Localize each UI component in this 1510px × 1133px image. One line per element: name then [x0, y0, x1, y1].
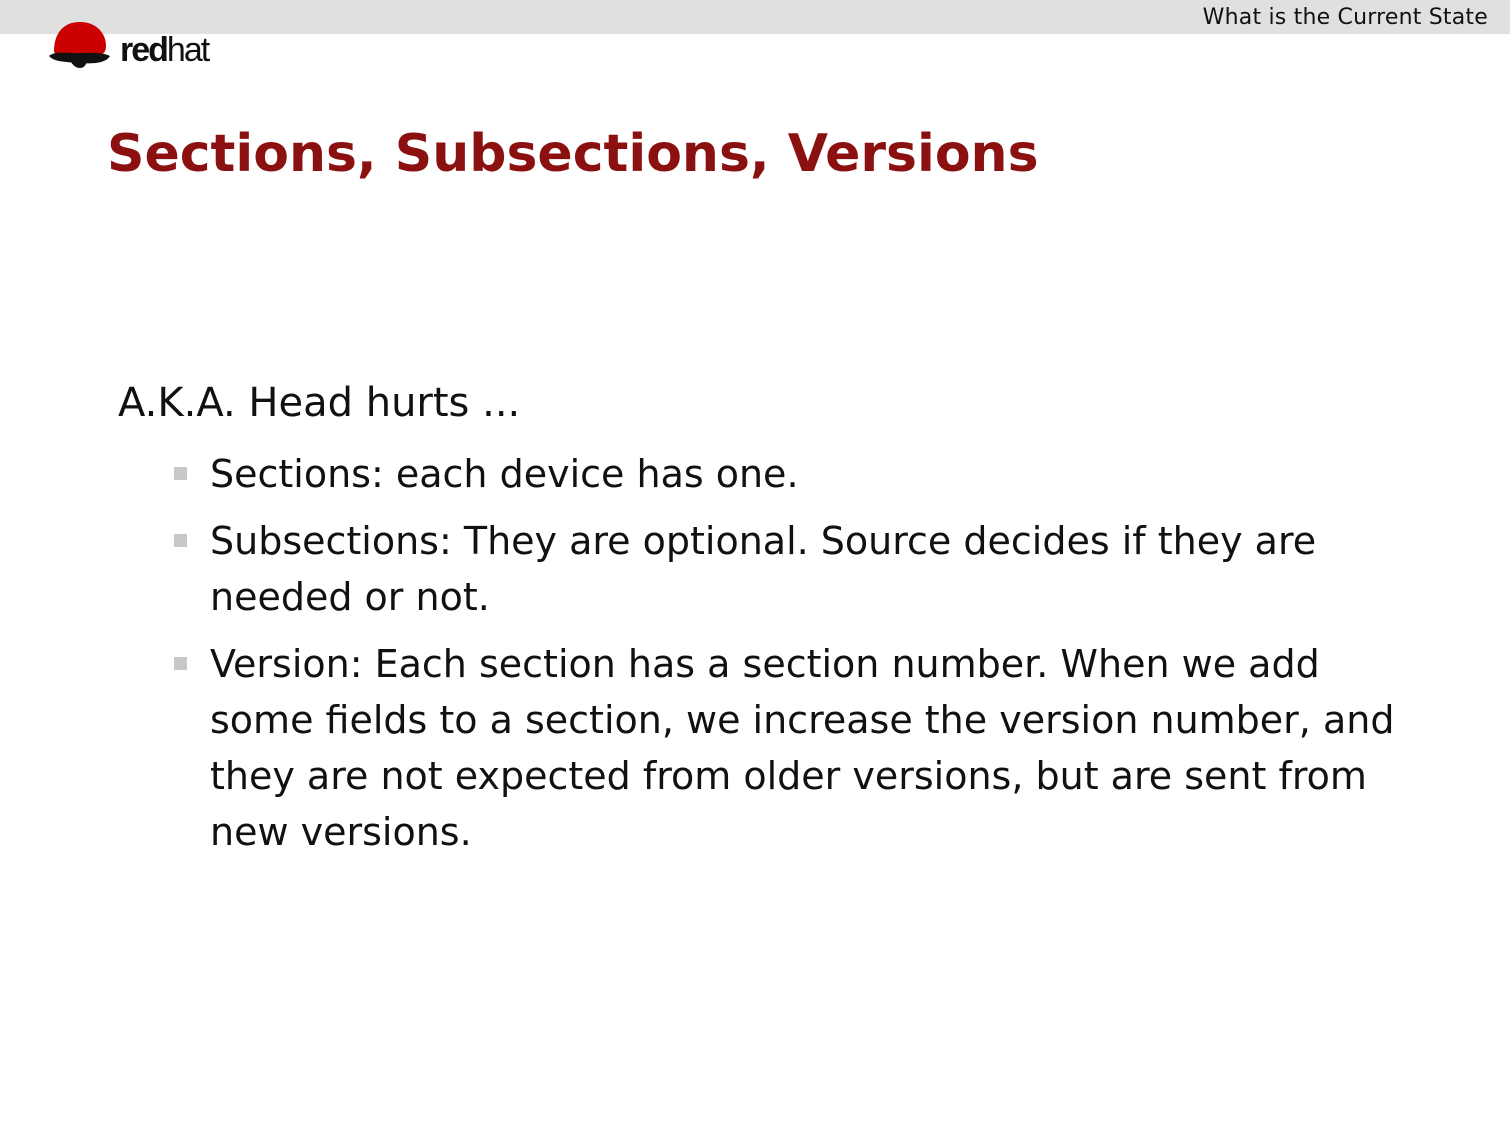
bullet-text: Version: Each section has a section number. When we add some fields to a section, we increase the version number, and they are not expected from older versions, but are sent from new versions. — [210, 642, 1395, 854]
square-bullet-icon — [174, 657, 187, 670]
redhat-logo-text — [120, 32, 208, 68]
bullet-item-sections — [210, 446, 1410, 502]
square-bullet-icon — [174, 534, 187, 547]
slide-title: Sections, Subsections, Versions — [107, 124, 1039, 184]
shadowman-hat-icon — [48, 18, 112, 70]
bullet-text: Sections: each device has one. — [210, 452, 799, 496]
square-bullet-icon — [174, 467, 187, 480]
section-title: What is the Current State — [1202, 5, 1488, 30]
bullet-item-subsections — [210, 513, 1410, 625]
logo-text-red: red — [120, 31, 167, 69]
logo-text-hat: hat — [166, 31, 209, 69]
redhat-logo — [48, 18, 238, 70]
bullet-text: Subsections: They are optional. Source decides if they are needed or not. — [210, 519, 1317, 619]
intro-text: A.K.A. Head hurts ... — [118, 380, 521, 426]
bullet-item-version — [210, 636, 1410, 860]
bullet-list — [210, 446, 1410, 871]
